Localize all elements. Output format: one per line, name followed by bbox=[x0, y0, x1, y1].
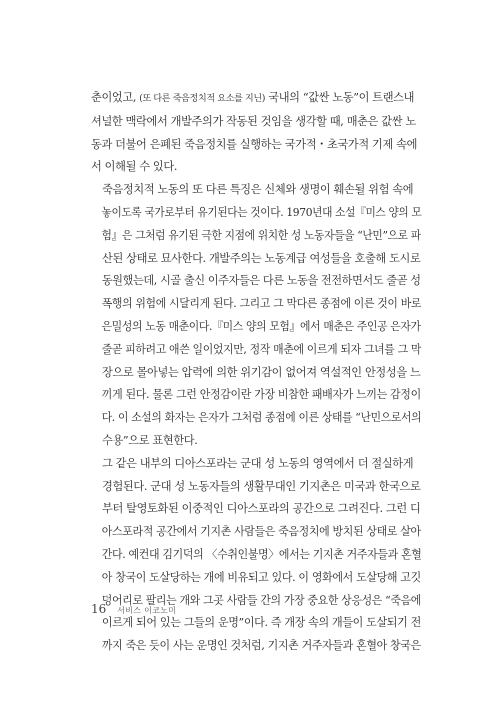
text-line: 은밀성의 노동 매춘이다.『미스 양의 모험』에서 매춘은 주인공 은자가 bbox=[101, 319, 421, 333]
text-line: 끼게 된다. 물론 그런 안정감이란 가장 비참한 패배자가 느끼는 감정이 bbox=[101, 388, 421, 402]
text-line: 그 같은 내부의 디아스포라는 군대 성 노동의 영역에서 더 절실하게 bbox=[102, 456, 414, 470]
text-line: 셔널한 맥락에서 개발주의가 작동된 것임을 생각할 때, 매춘은 값싼 노 bbox=[91, 114, 416, 128]
text-line: 동원했는데, 시골 출신 이주자들은 다른 노동을 전전하면서도 줄곧 성 bbox=[101, 274, 421, 288]
text-line: 장으로 몰아넣는 압력에 의한 위기감이 없어져 역설적인 안정성을 느 bbox=[102, 365, 421, 379]
text-line: 놓이도록 국가로부터 유기된다는 것이다. 1970년대 소설『미스 양의 모 bbox=[101, 205, 422, 219]
text-line: 이르게 되어 있는 그들의 운명”이다. 즉 개장 속의 개들이 도살되기 전 bbox=[101, 616, 421, 630]
page-footer bbox=[91, 602, 176, 616]
text-line: 경험된다. 군대 성 노동자들의 생활무대인 기지촌은 미국과 한국으로 bbox=[102, 479, 421, 493]
running-title: 서비스 이코노미 bbox=[117, 606, 177, 615]
text-line: 부터 탈영토화된 이중적인 디아스포라의 공간으로 그려진다. 그런 디 bbox=[102, 502, 421, 516]
text-line: 수용”으로 표현한다. bbox=[102, 433, 198, 447]
text-line: 아스포라적 공간에서 기지촌 사람들은 죽음정치에 방치된 상태로 살아 bbox=[101, 525, 421, 539]
text-line: 동과 더불어 은폐된 죽음정치를 실행하는 국가적・초국가적 기제 속에 bbox=[91, 137, 418, 151]
text-line: 서 이해될 수 있다. bbox=[91, 160, 178, 174]
text-line: 간다. 예컨대 김기덕의 〈수취인불명〉에서는 기지촌 거주자들과 혼혈 bbox=[101, 547, 422, 561]
page-number: 16 bbox=[91, 602, 107, 616]
text-line: 까지 죽은 듯이 사는 운명인 것처럼, 기지촌 거주자들과 혼혈아 창국은 bbox=[101, 639, 421, 653]
text-line: 다. 이 소설의 화자는 은자가 그처럼 종점에 이른 상태를 “난민으로서의 bbox=[101, 411, 422, 425]
text-line: 덩어리로 팔리는 개와 그곳 사람들 간의 가장 중요한 상응성은 “죽음에 bbox=[101, 593, 422, 607]
text-line: 폭행의 위험에 시달리게 된다. 그리고 그 막다른 종점에 이른 것이 바로 bbox=[101, 297, 422, 311]
text-line: 죽음정치적 노동의 또 다른 특징은 신체와 생명이 훼손될 위험 속에 bbox=[102, 183, 414, 197]
text-line: 줄곧 피하려고 애쓴 일이었지만, 정작 매춘에 이르게 되자 그녀를 그 막 bbox=[101, 342, 422, 356]
text-line: 춘이었고, (또 다른 죽음정치적 요소를 지닌) 국내의 “값싼 노동”이 트랜스내 bbox=[91, 91, 415, 104]
body-text bbox=[91, 87, 421, 658]
paragraph-3 bbox=[91, 453, 421, 658]
text-line: 산된 상태로 묘사한다. 개발주의는 노동계급 여성들을 호출해 도시로 bbox=[102, 251, 421, 265]
text-line: 아 창국이 도살당하는 개에 비유되고 있다. 이 영화에서 도살당해 고깃 bbox=[101, 570, 421, 584]
paragraph-1 bbox=[91, 87, 421, 179]
text-line: 험』은 그처럼 유기된 극한 지점에 위치한 성 노동자들을 “난민”으로 파 bbox=[101, 228, 421, 242]
parenthetical-note: (또 다른 죽음정치적 요소를 지닌) bbox=[139, 94, 266, 104]
paragraph-2 bbox=[91, 179, 421, 453]
